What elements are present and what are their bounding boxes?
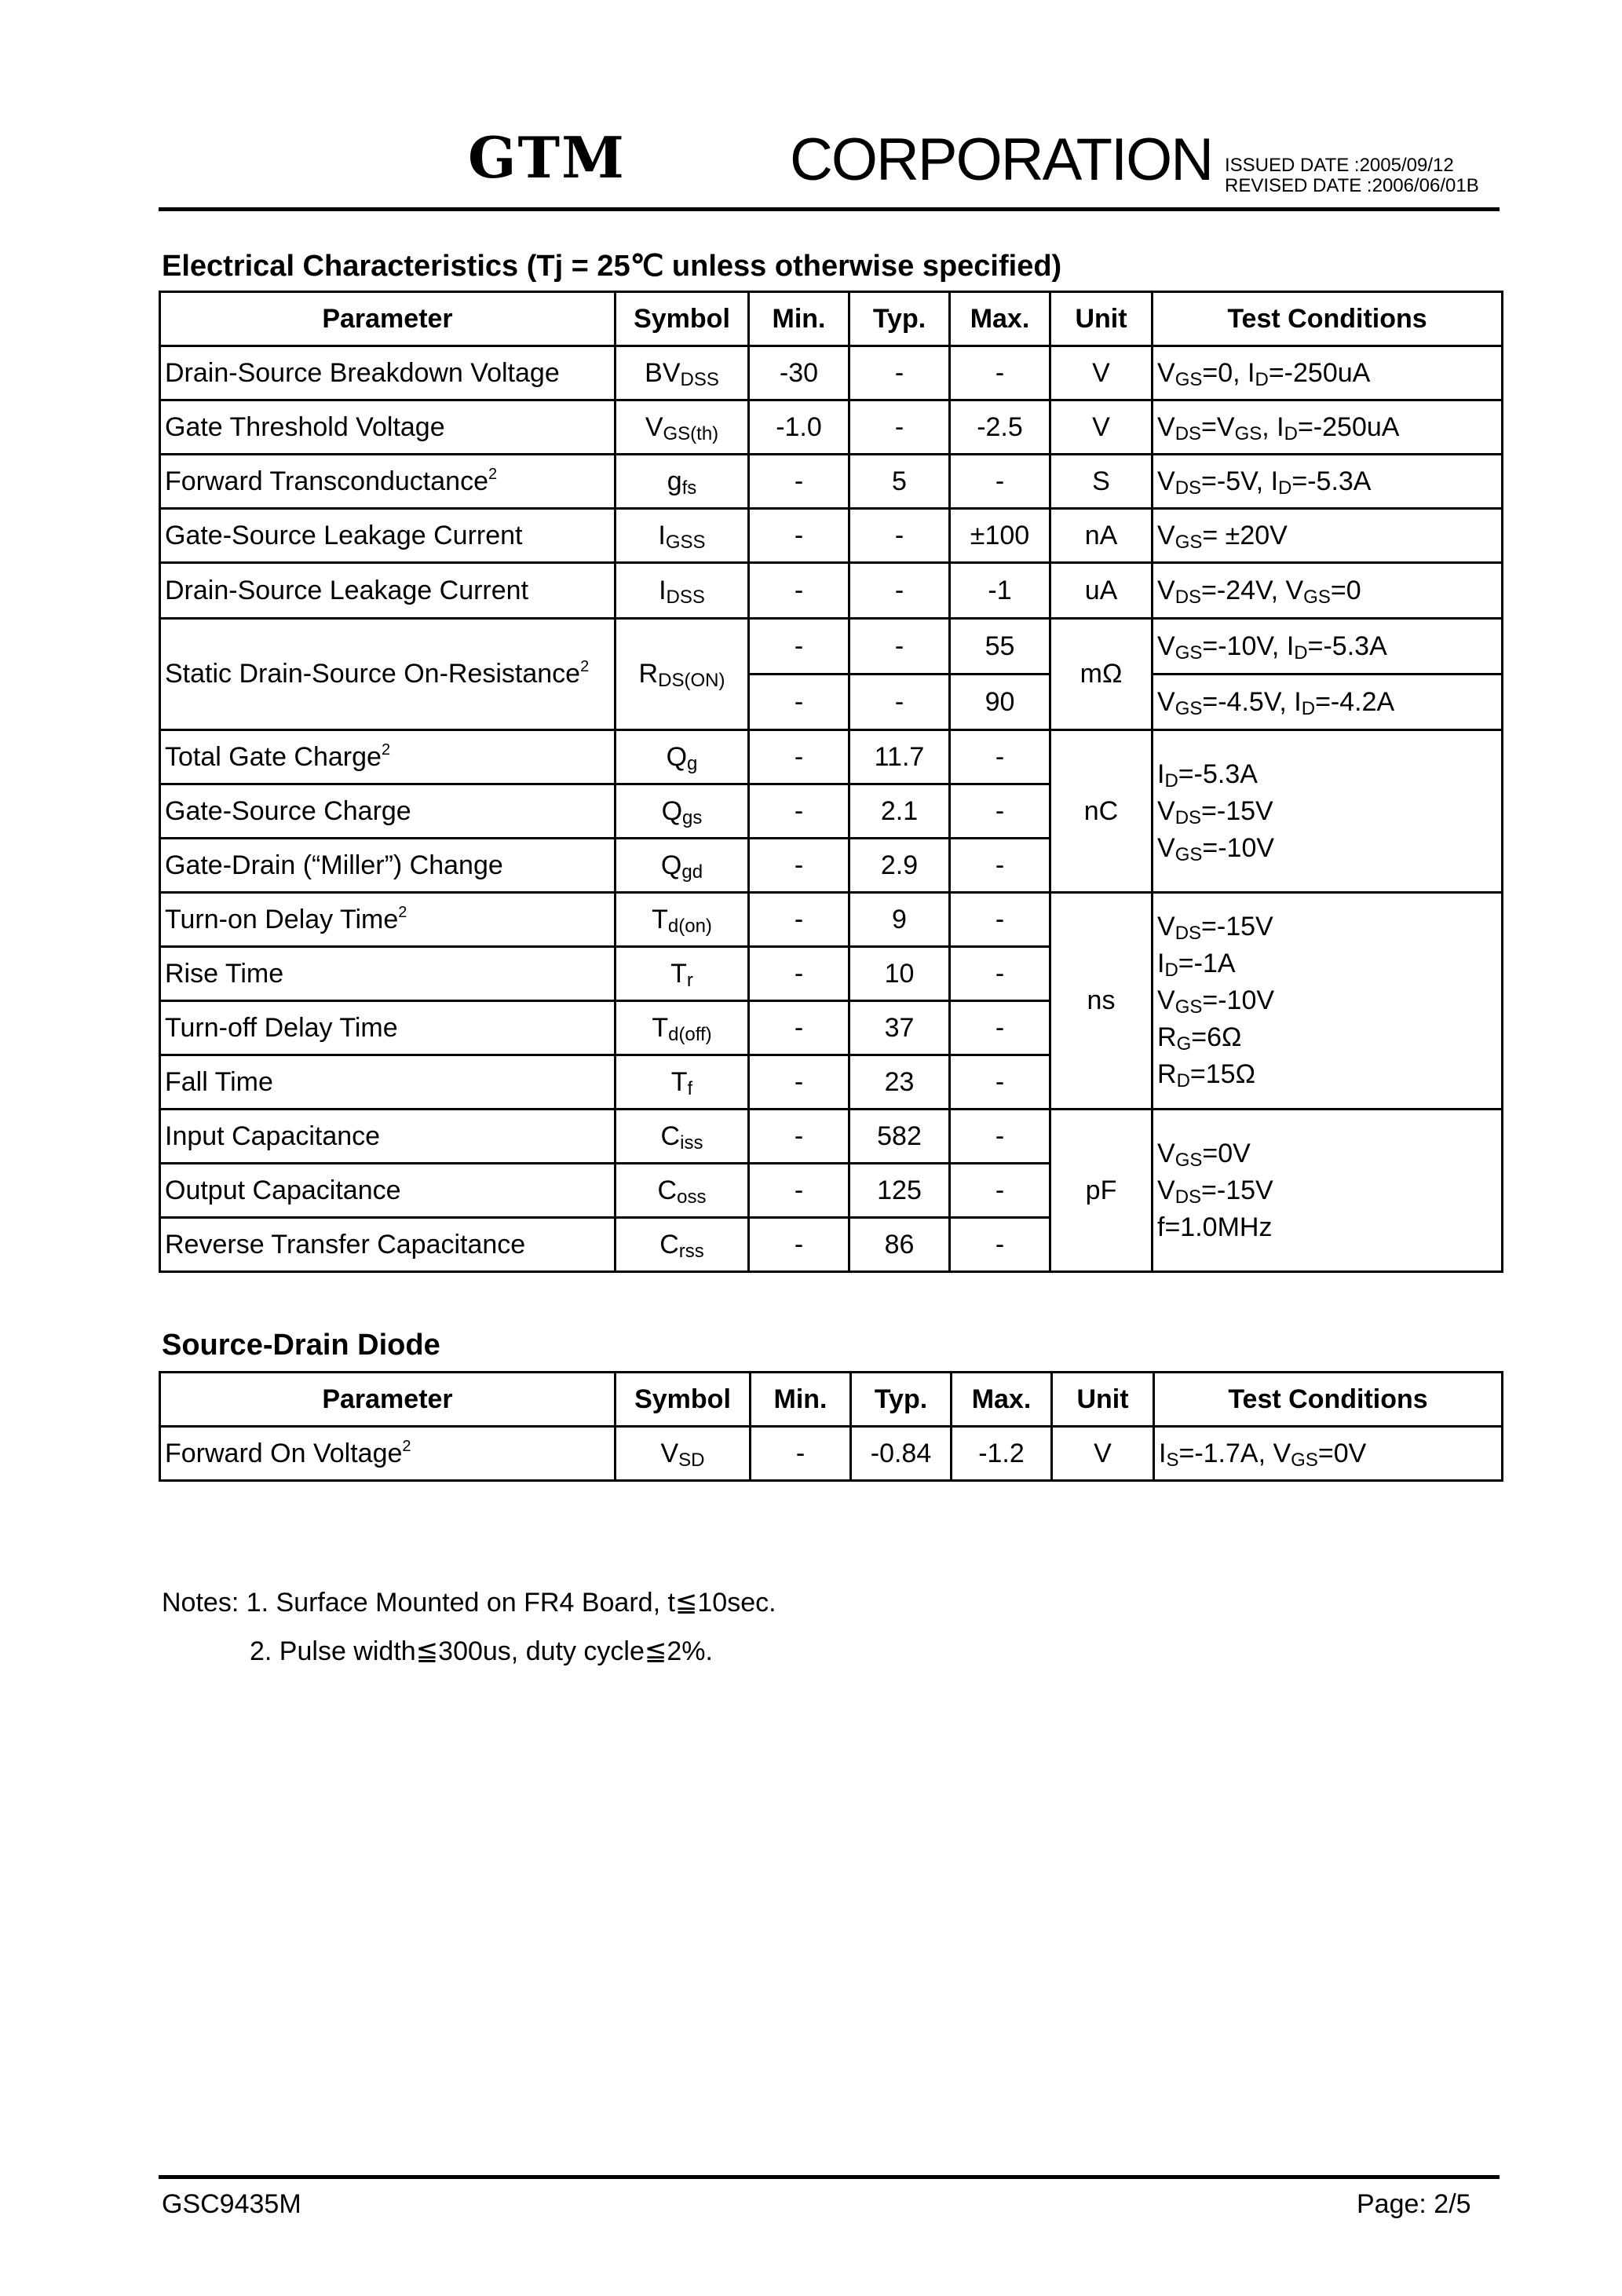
conditions-cell: $V_{DS}=V_{GS}$, $I_D=-250uA$ — [1153, 400, 1503, 455]
unit-cell: S — [1050, 455, 1153, 509]
min-cell: - — [749, 619, 849, 675]
typ-cell: - — [849, 675, 950, 730]
typ-cell: 9 — [849, 893, 950, 947]
table-row — [160, 1427, 1503, 1481]
table-row — [160, 455, 1503, 509]
header-test-conditions: Test Conditions — [1153, 292, 1503, 346]
table-row — [160, 400, 1503, 455]
max-cell: - — [950, 1218, 1050, 1272]
header-parameter: Parameter — [160, 1373, 616, 1427]
symbol-cell: $V_{SD}$ — [616, 1427, 751, 1481]
max-cell: -2.5 — [950, 400, 1050, 455]
header-parameter: Parameter — [160, 292, 616, 346]
diode-section-title: Source-Drain Diode — [162, 1329, 440, 1362]
symbol-cell: $C_{iss}$ — [616, 1110, 749, 1164]
header-test-conditions: Test Conditions — [1154, 1373, 1503, 1427]
max-cell: - — [950, 947, 1050, 1001]
typ-cell: 2.1 — [849, 784, 950, 839]
conditions-cell: $V_{DS}=-15V$ $I_D=-1A$ $V_{GS}=-10V$ $R_G=6\Omega$ $R_D=15\Omega$ — [1153, 893, 1503, 1110]
min-cell: - — [749, 1110, 849, 1164]
notes — [162, 1578, 776, 1676]
max-cell: ±100 — [950, 509, 1050, 563]
unit-cell: nC — [1050, 730, 1153, 893]
min-cell: - — [749, 1055, 849, 1110]
header-symbol: Symbol — [616, 292, 749, 346]
header-min: Min. — [751, 1373, 851, 1427]
min-cell: - — [749, 893, 849, 947]
typ-cell: - — [849, 563, 950, 619]
min-cell: - — [749, 947, 849, 1001]
conditions-cell: $V_{GS}=0V$ $V_{DS}=-15V$ f=1.0MHz — [1153, 1110, 1503, 1272]
min-cell: - — [749, 1218, 849, 1272]
symbol-cell: $Q_g$ — [616, 730, 749, 784]
table-row — [160, 346, 1503, 400]
min-cell: - — [749, 1164, 849, 1218]
min-cell: - — [749, 675, 849, 730]
min-cell: -30 — [749, 346, 849, 400]
param-cell: Rise Time — [160, 947, 616, 1001]
symbol-cell: $T_f$ — [616, 1055, 749, 1110]
min-cell: - — [749, 730, 849, 784]
note-2: 2. Pulse width≦300us, duty cycle≦2%. — [250, 1636, 713, 1666]
symbol-cell: $C_{rss}$ — [616, 1218, 749, 1272]
unit-cell: mΩ — [1050, 619, 1153, 730]
footer-divider — [159, 2175, 1500, 2179]
param-cell: Output Capacitance — [160, 1164, 616, 1218]
header-typ: Typ. — [851, 1373, 952, 1427]
param-cell: Turn-on Delay Time$^2$ — [160, 893, 616, 947]
param-cell: Turn-off Delay Time — [160, 1001, 616, 1055]
conditions-cell: $V_{DS}=-24V$, $V_{GS}=0$ — [1153, 563, 1503, 619]
unit-cell: V — [1050, 400, 1153, 455]
typ-cell: - — [849, 346, 950, 400]
symbol-cell: $T_{d(on)}$ — [616, 893, 749, 947]
table-header-row — [160, 1373, 1503, 1427]
conditions-cell: $V_{DS}=-5V$, $I_D=-5.3A$ — [1153, 455, 1503, 509]
typ-cell: 10 — [849, 947, 950, 1001]
unit-cell: uA — [1050, 563, 1153, 619]
symbol-cell: $Q_{gs}$ — [616, 784, 749, 839]
param-cell: Static Drain-Source On-Resistance$^2$ — [160, 619, 616, 730]
source-drain-diode-table — [159, 1371, 1503, 1482]
max-cell: - — [950, 784, 1050, 839]
param-cell: Fall Time — [160, 1055, 616, 1110]
header-min: Min. — [749, 292, 849, 346]
symbol-cell: $T_r$ — [616, 947, 749, 1001]
symbol-cell: $R_{DS(ON)}$ — [616, 619, 749, 730]
max-cell: - — [950, 1164, 1050, 1218]
param-cell: Gate-Drain (“Miller”) Change — [160, 839, 616, 893]
page-number: Page: 2/5 — [1357, 2189, 1471, 2219]
max-cell: - — [950, 1055, 1050, 1110]
company-name: CORPORATION — [790, 126, 1213, 193]
unit-cell: ns — [1050, 893, 1153, 1110]
max-cell: -1 — [950, 563, 1050, 619]
table-row — [160, 509, 1503, 563]
header-unit: Unit — [1052, 1373, 1154, 1427]
max-cell: - — [950, 346, 1050, 400]
conditions-cell: $V_{GS}= \pm 20V$ — [1153, 509, 1503, 563]
min-cell: - — [749, 563, 849, 619]
typ-cell: 37 — [849, 1001, 950, 1055]
max-cell: - — [950, 839, 1050, 893]
electrical-section-title: Electrical Characteristics (Tj = 25℃ unless otherwise specified) — [162, 250, 1062, 283]
min-cell: - — [749, 784, 849, 839]
max-cell: 90 — [950, 675, 1050, 730]
max-cell: - — [950, 1001, 1050, 1055]
typ-cell: - — [849, 619, 950, 675]
conditions-cell: $V_{GS}=0$, $I_D=-250uA$ — [1153, 346, 1503, 400]
min-cell: -1.0 — [749, 400, 849, 455]
table-row — [160, 893, 1503, 947]
typ-cell: -0.84 — [851, 1427, 952, 1481]
param-cell: Reverse Transfer Capacitance — [160, 1218, 616, 1272]
symbol-cell: $BV_{DSS}$ — [616, 346, 749, 400]
symbol-cell: $T_{d(off)}$ — [616, 1001, 749, 1055]
param-cell: Drain-Source Breakdown Voltage — [160, 346, 616, 400]
typ-cell: - — [849, 400, 950, 455]
max-cell: - — [950, 893, 1050, 947]
min-cell: - — [751, 1427, 851, 1481]
symbol-cell: $C_{oss}$ — [616, 1164, 749, 1218]
typ-cell: 86 — [849, 1218, 950, 1272]
table-row — [160, 563, 1503, 619]
header-divider — [159, 207, 1500, 211]
header-max: Max. — [950, 292, 1050, 346]
table-row — [160, 619, 1503, 675]
symbol-cell: $I_{DSS}$ — [616, 563, 749, 619]
conditions-cell: $I_S=-1.7A$, $V_{GS}=0V$ — [1154, 1427, 1503, 1481]
electrical-characteristics-table — [159, 291, 1503, 1273]
param-cell: Gate-Source Leakage Current — [160, 509, 616, 563]
typ-cell: 2.9 — [849, 839, 950, 893]
typ-cell: 23 — [849, 1055, 950, 1110]
param-cell: Forward On Voltage$^2$ — [160, 1427, 616, 1481]
max-cell: 55 — [950, 619, 1050, 675]
table-header-row — [160, 292, 1503, 346]
typ-cell: - — [849, 509, 950, 563]
conditions-cell: $V_{GS}=-4.5V$, $I_D=-4.2A$ — [1153, 675, 1503, 730]
table-row — [160, 730, 1503, 784]
unit-cell: V — [1052, 1427, 1154, 1481]
symbol-cell: $I_{GSS}$ — [616, 509, 749, 563]
symbol-cell: $g_{fs}$ — [616, 455, 749, 509]
max-cell: - — [950, 730, 1050, 784]
param-cell: Gate-Source Charge — [160, 784, 616, 839]
param-cell: Total Gate Charge$^2$ — [160, 730, 616, 784]
conditions-cell: $I_D=-5.3A$ $V_{DS}=-15V$ $V_{GS}=-10V$ — [1153, 730, 1503, 893]
revised-date: REVISED DATE :2006/06/01B — [1225, 175, 1479, 196]
header-typ: Typ. — [849, 292, 950, 346]
note-1: Notes: 1. Surface Mounted on FR4 Board, t≦10sec. — [162, 1588, 776, 1618]
part-number: GSC9435M — [162, 2189, 301, 2219]
max-cell: -1.2 — [952, 1427, 1052, 1481]
unit-cell: pF — [1050, 1110, 1153, 1272]
unit-cell: nA — [1050, 509, 1153, 563]
header-symbol: Symbol — [616, 1373, 751, 1427]
typ-cell: 5 — [849, 455, 950, 509]
gtm-logo: GTM — [468, 124, 626, 191]
table-row — [160, 1110, 1503, 1164]
max-cell: - — [950, 455, 1050, 509]
symbol-cell: $V_{GS(th)}$ — [616, 400, 749, 455]
conditions-cell: $V_{GS}=-10V$, $I_D=-5.3A$ — [1153, 619, 1503, 675]
min-cell: - — [749, 455, 849, 509]
param-cell: Input Capacitance — [160, 1110, 616, 1164]
issued-date: ISSUED DATE :2005/09/12 — [1225, 155, 1454, 176]
param-cell: Gate Threshold Voltage — [160, 400, 616, 455]
param-cell: Drain-Source Leakage Current — [160, 563, 616, 619]
header-max: Max. — [952, 1373, 1052, 1427]
min-cell: - — [749, 839, 849, 893]
unit-cell: V — [1050, 346, 1153, 400]
max-cell: - — [950, 1110, 1050, 1164]
param-cell: Forward Transconductance$^2$ — [160, 455, 616, 509]
typ-cell: 125 — [849, 1164, 950, 1218]
typ-cell: 582 — [849, 1110, 950, 1164]
header-unit: Unit — [1050, 292, 1153, 346]
symbol-cell: $Q_{gd}$ — [616, 839, 749, 893]
min-cell: - — [749, 509, 849, 563]
document-dates — [1225, 155, 1479, 196]
typ-cell: 11.7 — [849, 730, 950, 784]
min-cell: - — [749, 1001, 849, 1055]
